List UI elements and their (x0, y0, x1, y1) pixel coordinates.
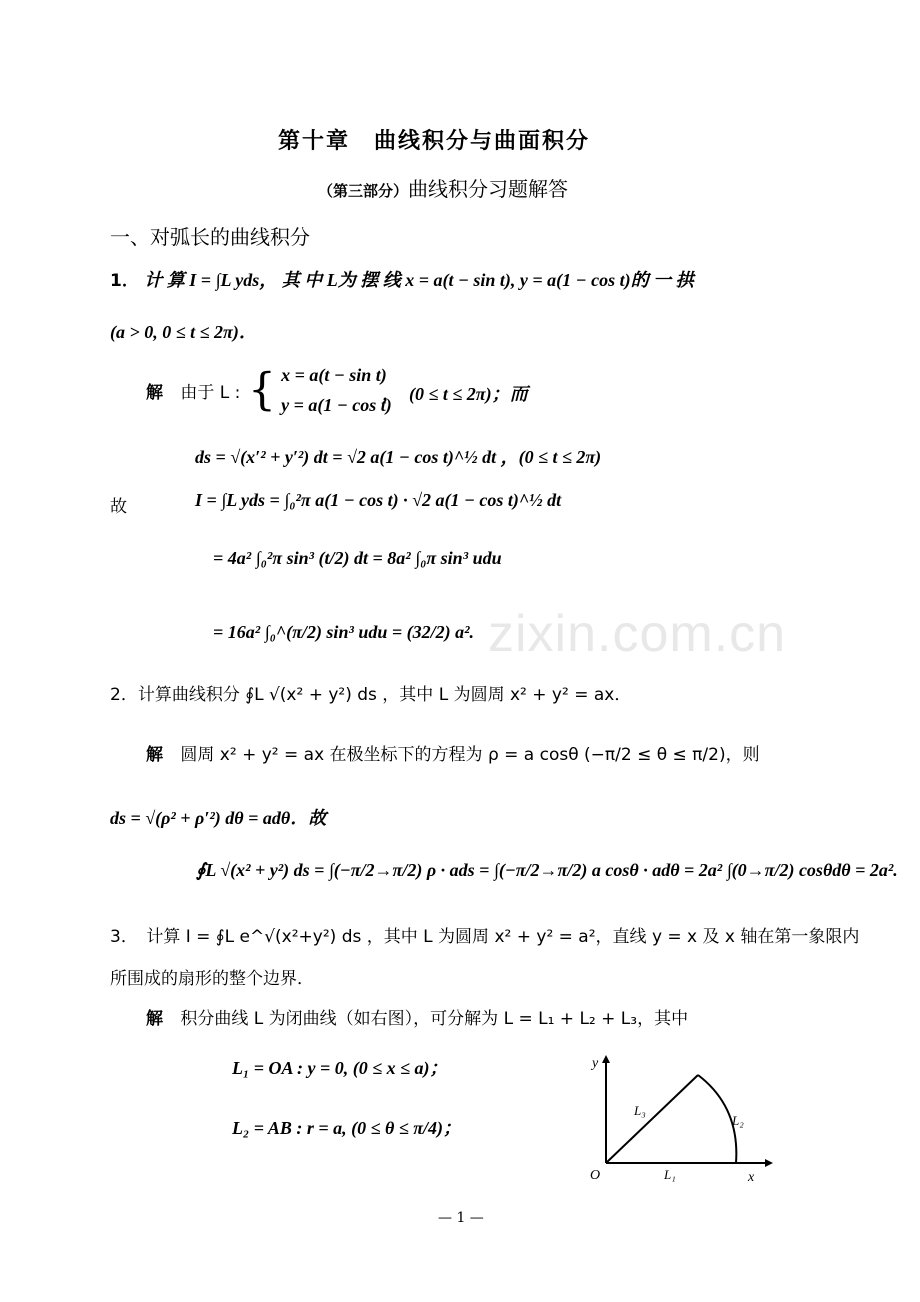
integral-line-2: = 4a² ∫₀²π sin³ (t/2) dt = 8a² ∫₀π sin³ udu (213, 548, 502, 568)
chapter-title: 第十章 曲线积分与曲面积分 (278, 129, 591, 154)
solution-intro-text: 由于 L : (180, 383, 241, 403)
problem3-sol-text-1: 积分曲线 L 为闭曲线（如右图），可分解为 L = L₁ + L₂ + L₃，其中 (180, 1009, 689, 1029)
problem3-statement-2: 所围成的扇形的整个边界． (110, 969, 314, 989)
system-line-2: y = a(1 − cos t) (281, 395, 392, 415)
section-heading: 一、对弧长的曲线积分 (110, 225, 310, 249)
L1-label: L₁ (664, 1167, 676, 1182)
subtitle-prefix: （第三部分） (318, 182, 409, 200)
ds-equation: ds = √(x′² + y′²) dt = √2 a(1 − cos t)^½ dt ，(0 ≤ t ≤ 2π) (195, 447, 602, 467)
problem1-label: 1． (110, 271, 139, 291)
solution-label: 解 (146, 1009, 163, 1029)
integral-line-1: I = ∫L yds = ∫₀²π a(1 − cos t) · √2 a(1 − cos t)^½ dt (195, 490, 562, 510)
problem2-statement: 2．计算曲线积分 ∮L √(x² + y²) ds ，其中 L 为圆周 x² + y² = ax． (110, 685, 632, 705)
problem2-solution-3: ∮L √(x² + y²) ds = ∫(−π/2→π/2) ρ · ads = ∫(−π/2→π/2) a cosθ · adθ = 2a² ∫(0→π/2) cosθdθ = 2a². (196, 860, 898, 880)
integral-line-3: = 16a² ∫₀^(π/2) sin³ udu = (32/2) a². (213, 622, 475, 642)
y-axis-arrow (602, 1055, 610, 1063)
system-range: ， (0 ≤ t ≤ 2π)；而 (382, 384, 528, 404)
problem3-solution-1 (146, 1004, 688, 1029)
therefore-label: 故 (110, 497, 127, 517)
y-axis-label: y (592, 1056, 599, 1071)
problem2-solution-2: ds = √(ρ² + ρ′²) dθ = adθ．故 (110, 808, 327, 828)
L2-definition: L₂ = AB : r = a, (0 ≤ θ ≤ π/4)； (232, 1118, 462, 1138)
sector-figure (580, 1045, 780, 1190)
solution-label: 解 (146, 745, 163, 765)
x-axis-arrow (765, 1159, 773, 1167)
problem2-sol-text-1: 圆周 x² + y² = ax 在极坐标下的方程为 ρ = a cosθ (−π/2 ≤ θ ≤ π/2)，则 (180, 745, 760, 765)
L3-label: L₃ (634, 1103, 646, 1118)
system-brace: { (248, 364, 276, 416)
system-line-1: x = a(t − sin t) (281, 365, 387, 385)
problem3-statement-1: 3． 计算 I = ∮L e^√(x²+y²) ds ，其中 L 为圆周 x² + y² = a²，直线 y = x 及 x 轴在第一象限内 (110, 927, 860, 947)
page-number: — 1 — (438, 1210, 484, 1226)
section-subtitle (318, 173, 568, 202)
L2-arc (698, 1075, 736, 1163)
problem1-statement-cont: (a > 0, 0 ≤ t ≤ 2π)． (110, 322, 257, 342)
solution-label: 解 (146, 383, 163, 403)
parametric-system (248, 360, 392, 420)
L2-label: L₂ (732, 1113, 744, 1128)
x-axis-label: x (748, 1170, 755, 1185)
L1-definition: L₁ = OA : y = 0, (0 ≤ x ≤ a)； (232, 1058, 448, 1078)
L3-segment (606, 1075, 698, 1163)
watermark: zixin.com.cn (488, 605, 787, 663)
problem1-statement (110, 266, 810, 292)
problem1-solution-intro (146, 378, 240, 403)
origin-label: O (590, 1168, 601, 1183)
system-lines (281, 360, 392, 420)
subtitle-main: 曲线积分习题解答 (408, 177, 569, 201)
problem2-solution-1 (146, 740, 760, 765)
problem1-text: 计 算 I = ∫L yds， 其 中 L为 摆 线 x = a(t − sin t), y = a(1 − cos t)的 一 拱 (144, 270, 694, 290)
